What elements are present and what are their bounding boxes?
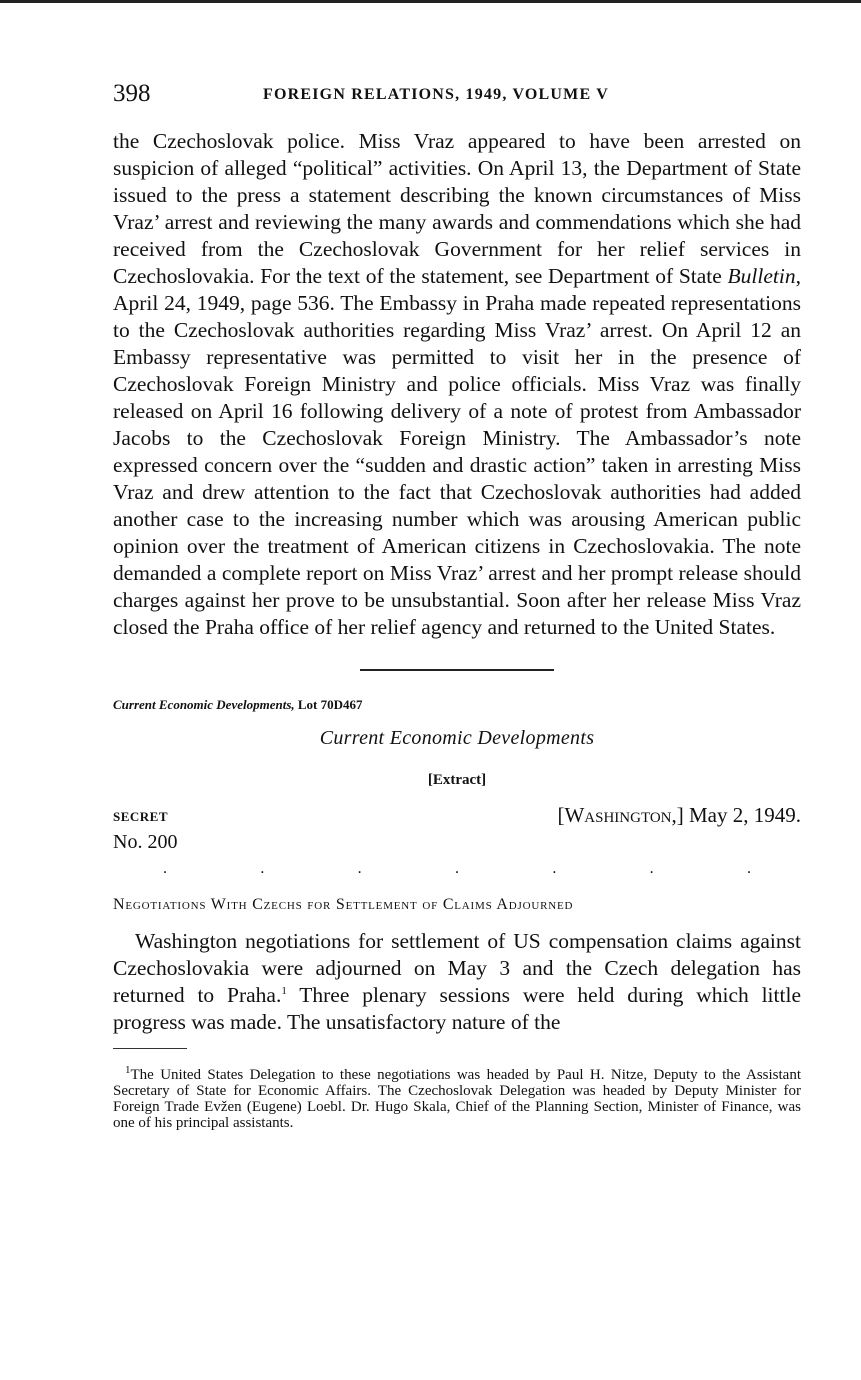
- footnote: [113, 1064, 801, 1131]
- section-divider: [360, 669, 554, 671]
- page: [113, 80, 801, 1131]
- body-text-part-2: , April 24, 1949, page 536. The Embassy in Praha made repeated representations to the Czechoslovak authorities regarding Miss Vraz’ arrest. On April 12 an Embassy representative was permitted to visit her in the presence of Czechoslovak Foreign Ministry and police officials. Miss Vraz was finally released on April 16 following delivery of a note of protest from Ambassador Jacobs to the Czechoslovak Foreign Ministry. The Ambassador’s note expressed concern over the “sudden and drastic action” taken in arresting Miss Vraz and drew attention to the fact that Czechoslovak authorities had added another case to the increasing number which was arousing American public opinion over the treatment of American citizens in Czechoslovakia. The note demanded a complete report on Miss Vraz’ arrest and her prompt release should charges against her prove to be unsubstantial. Soon after her release Miss Vraz closed the Praha office of her relief agency and returned to the United States.: [113, 264, 801, 639]
- document-meta: [113, 803, 801, 829]
- bulletin-italic: Bulletin: [727, 264, 796, 288]
- page-header: [113, 80, 801, 128]
- ellipsis-dot: .: [746, 860, 751, 877]
- negotiations-paragraph: [113, 928, 801, 1036]
- top-border-rule: [0, 0, 861, 3]
- ellipsis-row: [113, 860, 801, 878]
- ellipsis-dot: .: [454, 860, 459, 877]
- footnote-reference: 1: [281, 984, 287, 997]
- body-text-part-1: the Czechoslovak police. Miss Vraz appeared to have been arrested on suspicion of alleged “political” activities. On April 13, the Department of State issued to the press a statement describing the known circumstances of Miss Vraz’ arrest and reviewing the many awards and commendations which she had received from the Czechoslovak Government for her relief services in Czechoslovakia. For the text of the statement, see Department of State: [113, 129, 801, 288]
- ellipsis-dot: .: [260, 860, 265, 877]
- source-lot: Lot 70D467: [294, 697, 363, 712]
- negotiations-text-start: Washington negotiations for settlement of US compensation claims against Czechoslovakia were adjourned on May 3 and the Czech delegation has returned to Praha.: [113, 929, 801, 1007]
- classification-label: SECRET: [113, 809, 169, 824]
- ellipsis-dot: .: [649, 860, 654, 877]
- ellipsis-dot: .: [357, 860, 362, 877]
- footnote-rule: [113, 1048, 187, 1049]
- page-number: 398: [113, 80, 151, 107]
- ellipsis-dot: .: [163, 860, 167, 877]
- section-heading: Negotiations With Czechs for Settlement of Claims Adjourned: [113, 896, 574, 913]
- body-paragraph: [113, 128, 801, 641]
- dateline-date: May 2, 1949.: [683, 803, 801, 827]
- document-title: Current Economic Developments: [319, 727, 595, 749]
- document-source: [113, 697, 801, 713]
- source-title: Current Economic Developments,: [113, 697, 295, 712]
- document-number: No. 200: [113, 831, 178, 853]
- dateline-place: [Washington,]: [557, 803, 684, 827]
- running-head: FOREIGN RELATIONS, 1949, VOLUME V: [263, 86, 609, 103]
- footnote-marker: 1: [125, 1064, 131, 1076]
- extract-label: [Extract]: [427, 772, 487, 788]
- footnote-text: The United States Delegation to these negotiations was headed by Paul H. Nitze, Deputy to the Assistant Secretary of State for Economic Affairs. The Czechoslovak Delegation was headed by Deputy Minister for Foreign Trade Evžen (Eugene) Loebl. Dr. Hugo Skala, Chief of the Planning Section, Minister of Finance, was one of his principal assistants.: [113, 1067, 801, 1131]
- negotiations-text-end: Three plenary sessions were held during which little progress was made. The unsatisfactory nature of the: [113, 983, 801, 1034]
- ellipsis-dot: .: [552, 860, 557, 877]
- dateline: [557, 803, 801, 828]
